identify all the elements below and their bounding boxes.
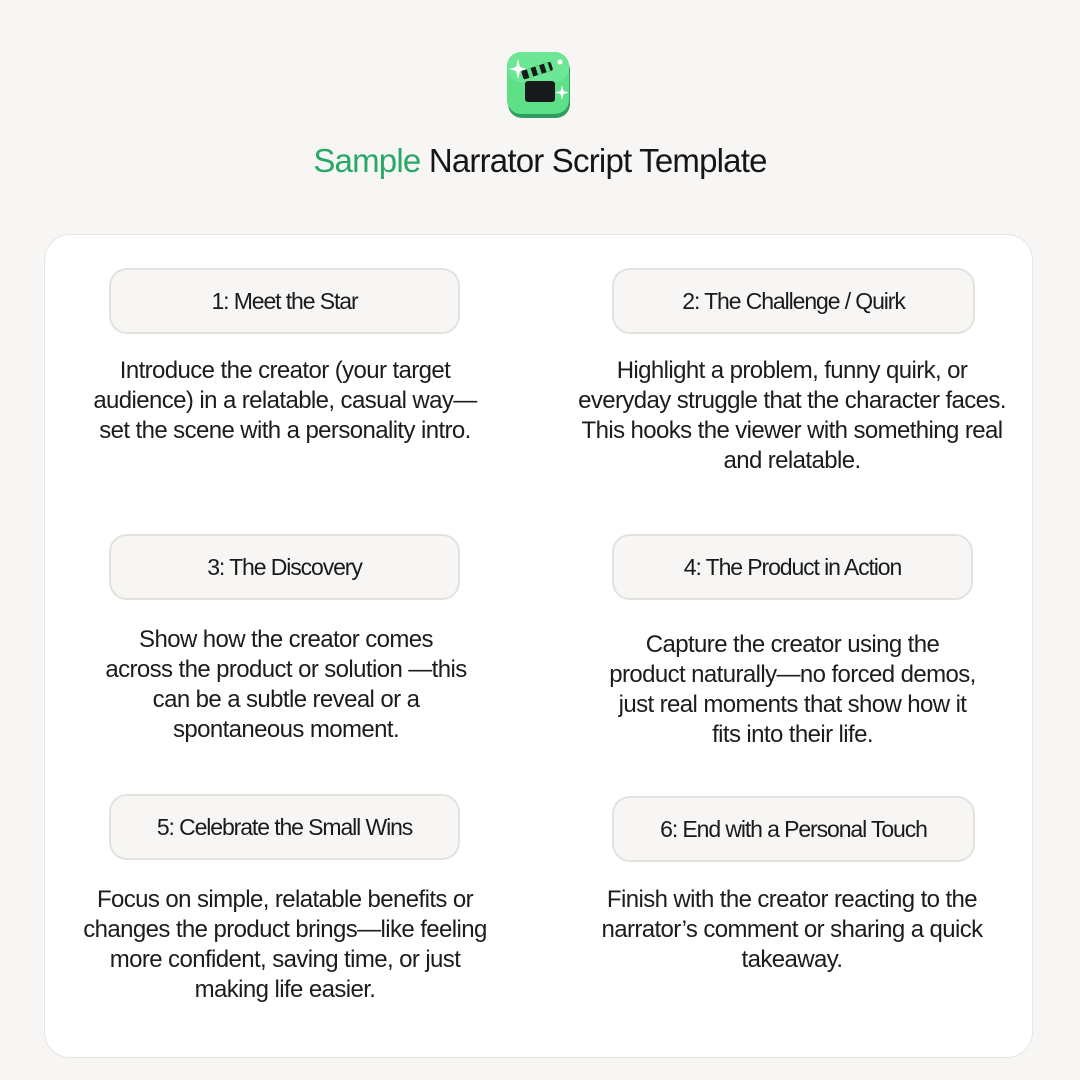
- step-2-label: 2: The Challenge / Quirk: [612, 268, 975, 334]
- step-4-description: Capture the creator using the product naturally—no forced demos, just real moments that show how it fits into their life.: [609, 631, 976, 748]
- step-3-label: 3: The Discovery: [109, 534, 460, 600]
- step-1-label: 1: Meet the Star: [109, 268, 460, 334]
- step-4-label: 4: The Product in Action: [612, 534, 973, 600]
- steps-card: [44, 234, 1033, 1058]
- clapperboard-icon: [505, 51, 575, 121]
- title-rest: Narrator Script Template: [428, 142, 767, 179]
- step-5-label: 5: Celebrate the Small Wins: [109, 794, 460, 860]
- step-5-description: Focus on simple, relatable benefits or changes the product brings—like feeling more confident, saving time, or just making life easier.: [83, 886, 487, 1003]
- title-accent: Sample: [313, 142, 421, 179]
- step-6-label: 6: End with a Personal Touch: [612, 796, 975, 862]
- page-title: [0, 142, 1080, 180]
- step-1-description: Introduce the creator (your target audience) in a relatable, casual way—set the scene with a personality intro.: [93, 357, 477, 444]
- step-2-description: Highlight a problem, funny quirk, or everyday struggle that the character faces. This hooks the viewer with something real and relatable.: [578, 357, 1006, 474]
- step-6-description: Finish with the creator reacting to the narrator’s comment or sharing a quick takeaway.: [601, 886, 983, 973]
- step-3-description: Show how the creator comes across the product or solution —this can be a subtle reveal or a spontaneous moment.: [105, 626, 467, 743]
